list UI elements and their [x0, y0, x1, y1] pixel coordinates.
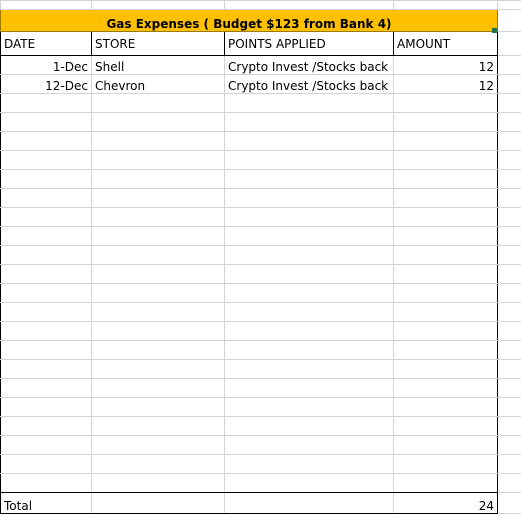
table-row — [1, 436, 521, 455]
cell[interactable] — [394, 436, 498, 455]
cell[interactable] — [498, 379, 521, 398]
cell[interactable] — [394, 246, 498, 265]
table-row — [1, 208, 521, 227]
total-row — [1, 493, 521, 514]
cell[interactable] — [394, 360, 498, 379]
cell[interactable] — [1, 398, 92, 417]
cell[interactable] — [498, 455, 521, 474]
cell[interactable] — [394, 113, 498, 132]
cell[interactable] — [225, 303, 394, 322]
header-points-applied[interactable]: POINTS APPLIED — [225, 32, 394, 56]
store-cell[interactable]: Chevron — [92, 75, 225, 94]
cell[interactable] — [225, 436, 394, 455]
cell[interactable] — [92, 493, 225, 514]
cell[interactable] — [225, 341, 394, 360]
points-cell[interactable]: Crypto Invest /Stocks back — [225, 75, 394, 94]
cell[interactable] — [1, 474, 92, 493]
cell[interactable] — [92, 379, 225, 398]
cell[interactable] — [498, 436, 521, 455]
cell[interactable] — [1, 436, 92, 455]
cell[interactable] — [394, 379, 498, 398]
cell[interactable] — [498, 303, 521, 322]
cell[interactable] — [394, 474, 498, 493]
cell[interactable] — [92, 341, 225, 360]
cell[interactable] — [92, 227, 225, 246]
cell[interactable] — [1, 113, 92, 132]
table-row — [1, 417, 521, 436]
cell[interactable] — [498, 493, 521, 514]
cell[interactable] — [1, 1, 92, 10]
cell[interactable] — [92, 322, 225, 341]
table-row — [1, 189, 521, 208]
cell[interactable] — [498, 417, 521, 436]
cell[interactable] — [394, 227, 498, 246]
cell[interactable] — [225, 398, 394, 417]
total-amount-cell[interactable]: 24 — [394, 493, 498, 514]
title-row — [1, 10, 521, 32]
cell[interactable] — [92, 132, 225, 151]
cell[interactable] — [92, 189, 225, 208]
cell[interactable] — [225, 474, 394, 493]
cell[interactable] — [498, 151, 521, 170]
table-row — [1, 265, 521, 284]
cell[interactable] — [1, 341, 92, 360]
cell[interactable] — [1, 170, 92, 189]
amount-cell[interactable]: 12 — [394, 75, 498, 94]
points-cell[interactable]: Crypto Invest /Stocks back — [225, 56, 394, 75]
cell[interactable] — [92, 398, 225, 417]
table-row — [1, 94, 521, 113]
cell[interactable] — [225, 113, 394, 132]
cell[interactable] — [1, 417, 92, 436]
cell[interactable] — [92, 360, 225, 379]
header-date[interactable]: DATE — [1, 32, 92, 56]
table-row — [1, 151, 521, 170]
table-row — [1, 322, 521, 341]
table-row — [1, 360, 521, 379]
cell[interactable] — [1, 151, 92, 170]
table-row — [1, 56, 521, 75]
cell[interactable] — [92, 113, 225, 132]
table-row — [1, 379, 521, 398]
cell[interactable] — [394, 303, 498, 322]
cell[interactable] — [92, 208, 225, 227]
cell[interactable] — [92, 303, 225, 322]
header-row — [1, 32, 521, 56]
table-row — [1, 75, 521, 94]
cell[interactable] — [225, 284, 394, 303]
cell[interactable] — [498, 208, 521, 227]
table-row — [1, 227, 521, 246]
cell[interactable] — [92, 246, 225, 265]
cell[interactable] — [498, 341, 521, 360]
cell[interactable] — [498, 360, 521, 379]
cell[interactable] — [498, 170, 521, 189]
cell[interactable] — [1, 189, 92, 208]
cell[interactable] — [498, 189, 521, 208]
cell[interactable] — [225, 132, 394, 151]
cell[interactable] — [225, 379, 394, 398]
cell[interactable] — [225, 227, 394, 246]
cell[interactable] — [394, 265, 498, 284]
cell[interactable] — [92, 474, 225, 493]
date-cell[interactable]: 1-Dec — [1, 56, 92, 75]
partial-top-row — [1, 1, 521, 10]
cell[interactable] — [92, 265, 225, 284]
cell[interactable] — [225, 1, 394, 10]
cell[interactable] — [498, 474, 521, 493]
cell[interactable] — [1, 246, 92, 265]
cell[interactable] — [498, 1, 521, 10]
cell[interactable] — [1, 208, 92, 227]
table-row — [1, 170, 521, 189]
table-row — [1, 113, 521, 132]
cell[interactable] — [498, 113, 521, 132]
date-cell[interactable]: 12-Dec — [1, 75, 92, 94]
table-row — [1, 455, 521, 474]
cell[interactable] — [92, 1, 225, 10]
cell[interactable] — [225, 322, 394, 341]
sheet-title-cell[interactable]: Gas Expenses ( Budget $123 from Bank 4) — [1, 10, 498, 32]
cell[interactable] — [498, 10, 521, 32]
cell[interactable] — [1, 360, 92, 379]
cell[interactable] — [225, 151, 394, 170]
cell[interactable] — [394, 284, 498, 303]
table-row — [1, 341, 521, 360]
cell[interactable] — [498, 227, 521, 246]
cell[interactable] — [225, 265, 394, 284]
cell[interactable] — [1, 284, 92, 303]
cell[interactable] — [92, 151, 225, 170]
cell[interactable] — [225, 94, 394, 113]
cell[interactable] — [1, 132, 92, 151]
cell[interactable] — [1, 455, 92, 474]
cell[interactable] — [1, 379, 92, 398]
cell[interactable] — [225, 493, 394, 514]
cell[interactable] — [92, 436, 225, 455]
cell[interactable] — [394, 132, 498, 151]
table-row — [1, 284, 521, 303]
cell[interactable] — [394, 398, 498, 417]
table-row — [1, 246, 521, 265]
cell[interactable] — [498, 94, 521, 113]
cell[interactable] — [225, 455, 394, 474]
cell[interactable] — [394, 170, 498, 189]
cell[interactable] — [1, 303, 92, 322]
total-label-cell[interactable]: Total — [1, 493, 92, 514]
table-row — [1, 303, 521, 322]
table-row — [1, 398, 521, 417]
cell[interactable] — [498, 56, 521, 75]
cell[interactable] — [225, 170, 394, 189]
cell[interactable] — [498, 32, 521, 56]
selection-handle[interactable] — [492, 28, 497, 33]
cell[interactable] — [92, 170, 225, 189]
cell[interactable] — [225, 246, 394, 265]
amount-cell[interactable]: 12 — [394, 56, 498, 75]
cell[interactable] — [394, 208, 498, 227]
cell[interactable] — [1, 94, 92, 113]
cell[interactable] — [225, 360, 394, 379]
cell[interactable] — [394, 189, 498, 208]
cell[interactable] — [225, 417, 394, 436]
cell[interactable] — [92, 455, 225, 474]
cell[interactable] — [394, 417, 498, 436]
store-cell[interactable]: Shell — [92, 56, 225, 75]
header-amount[interactable]: AMOUNT — [394, 32, 498, 56]
table-row — [1, 132, 521, 151]
cell[interactable] — [225, 189, 394, 208]
cell[interactable] — [498, 246, 521, 265]
cell[interactable] — [394, 1, 498, 10]
cell[interactable] — [92, 94, 225, 113]
cell[interactable] — [498, 398, 521, 417]
cell[interactable] — [498, 284, 521, 303]
cell[interactable] — [1, 265, 92, 284]
cell[interactable] — [394, 94, 498, 113]
cell[interactable] — [394, 151, 498, 170]
table-row — [1, 474, 521, 493]
cell[interactable] — [394, 341, 498, 360]
header-store[interactable]: STORE — [92, 32, 225, 56]
cell[interactable] — [498, 322, 521, 341]
cell[interactable] — [498, 265, 521, 284]
cell[interactable] — [498, 132, 521, 151]
cell[interactable] — [394, 455, 498, 474]
cell[interactable] — [498, 75, 521, 94]
cell[interactable] — [92, 284, 225, 303]
cell[interactable] — [1, 227, 92, 246]
cell[interactable] — [225, 208, 394, 227]
cell[interactable] — [394, 322, 498, 341]
cell[interactable] — [92, 417, 225, 436]
cell[interactable] — [1, 322, 92, 341]
